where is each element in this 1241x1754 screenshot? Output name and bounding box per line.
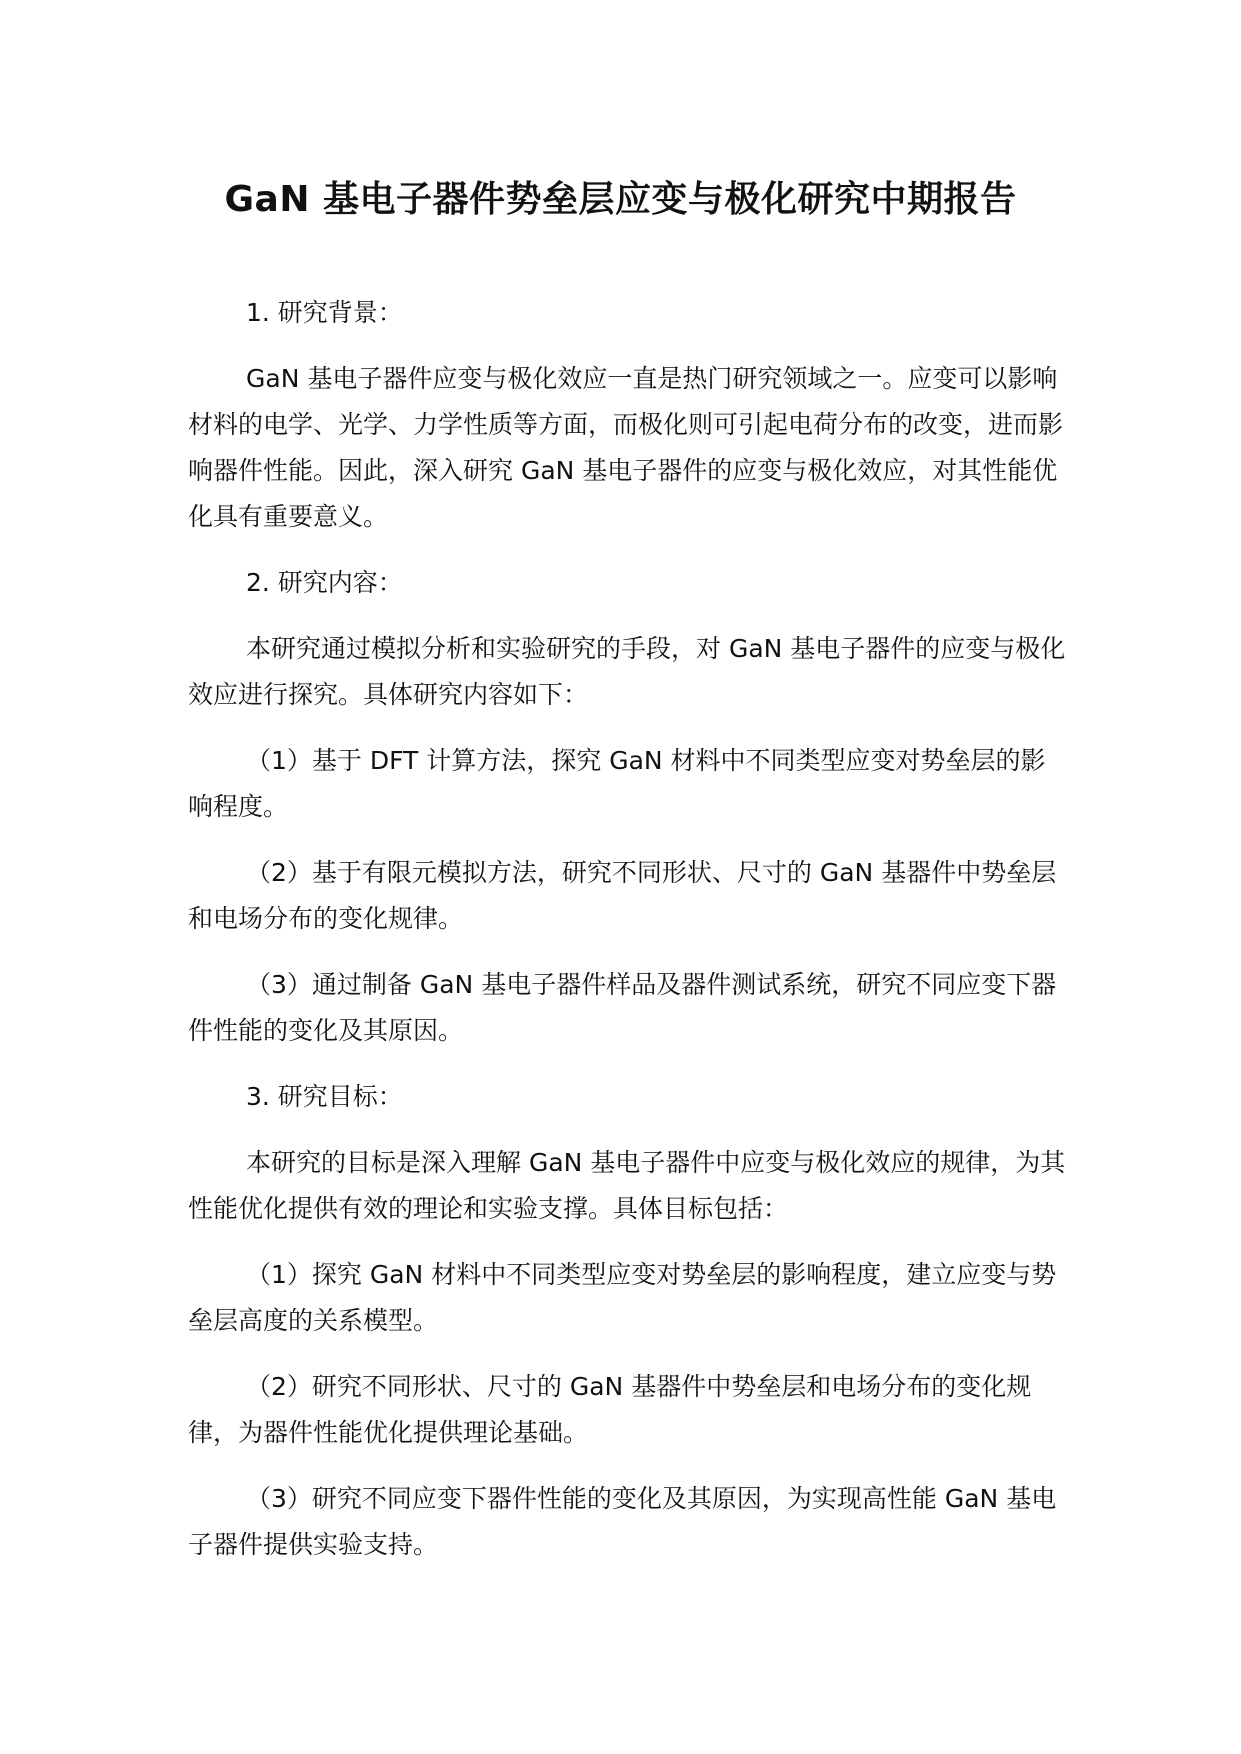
section-heading-content: 2. 研究内容： [246,568,403,597]
content-item-2: （2）基于有限元模拟方法，研究不同形状、尺寸的 GaN 基器件中势垒层和电场分布的变化规律。 [188,858,1057,933]
document-body [188,290,1068,1588]
content-item-3: （3）通过制备 GaN 基电子器件样品及器件测试系统，研究不同应变下器件性能的变化及其原因。 [188,970,1057,1045]
paragraph-goals-intro: 本研究的目标是深入理解 GaN 基电子器件中应变与极化效应的规律，为其性能优化提供有效的理论和实验支撑。具体目标包括： [188,1148,1066,1223]
content-item-1: （1）基于 DFT 计算方法，探究 GaN 材料中不同类型应变对势垒层的影响程度。 [188,746,1046,821]
section-heading-background: 1. 研究背景： [246,298,403,327]
goal-item-3: （3）研究不同应变下器件性能的变化及其原因，为实现高性能 GaN 基电子器件提供实验支持。 [188,1484,1057,1559]
section-heading-goals: 3. 研究目标： [246,1082,403,1111]
document-title: GaN 基电子器件势垒层应变与极化研究中期报告 [224,179,1017,220]
paragraph-content-intro: 本研究通过模拟分析和实验研究的手段，对 GaN 基电子器件的应变与极化效应进行探究。具体研究内容如下： [188,634,1066,709]
paragraph-background: GaN 基电子器件应变与极化效应一直是热门研究领域之一。应变可以影响材料的电学、光学、力学性质等方面，而极化则可引起电荷分布的改变，进而影响器件性能。因此，深入研究 GaN 基电子器件的应变与极化效应，对其性能优化具有重要意义。 [188,364,1064,531]
goal-item-1: （1）探究 GaN 材料中不同类型应变对势垒层的影响程度，建立应变与势垒层高度的关系模型。 [188,1260,1057,1335]
goal-item-2: （2）研究不同形状、尺寸的 GaN 基器件中势垒层和电场分布的变化规律，为器件性能优化提供理论基础。 [188,1372,1032,1447]
